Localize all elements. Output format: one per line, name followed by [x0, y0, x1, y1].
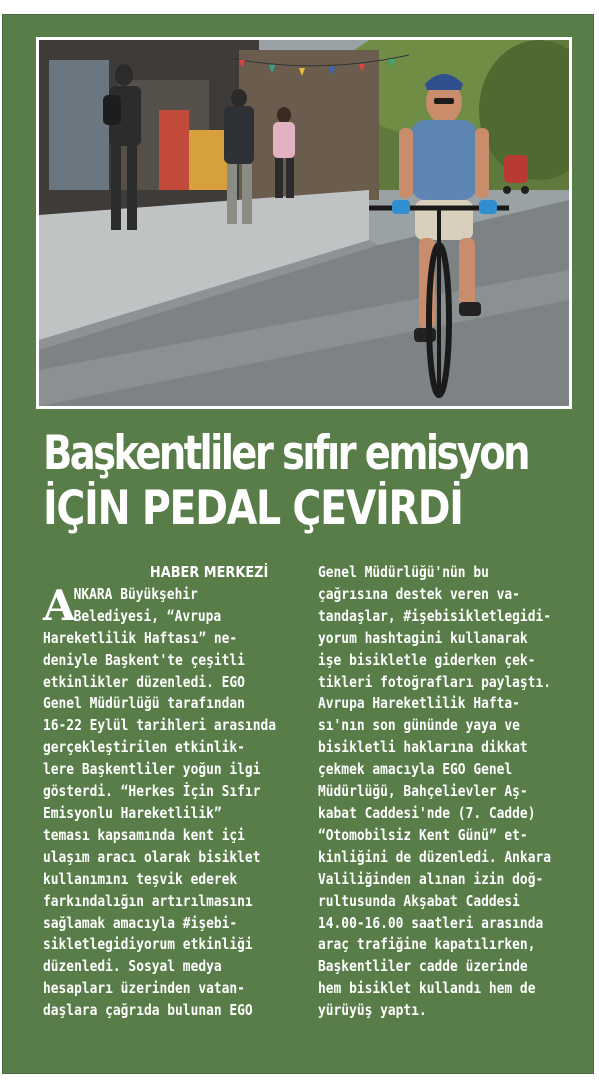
body-line: çekmek amacıyla EGO Genel [318, 760, 513, 779]
byline: HABER MERKEZİ [149, 563, 269, 581]
body-line: tandaşlar, #işebisikletlegidi- [318, 606, 552, 625]
body-line: gösterdi. “Herkes İçin Sıfır [43, 782, 261, 801]
body-line: yürüyüş yaptı. [318, 1001, 427, 1020]
body-line: yorum hashtagini kullanarak [318, 628, 528, 647]
body-line: 16-22 Eylül tarihleri arasında [43, 716, 277, 735]
body-line: Hareketlilik Haftası” ne- [43, 628, 238, 647]
body-line: kinliğini de düzenledi. Ankara [318, 847, 552, 866]
body-line: işe bisikletle giderken çek- [318, 650, 536, 669]
body-line: NKARA Büyükşehir [73, 584, 198, 603]
body-line: sı'nın son gününde yaya ve [318, 716, 520, 735]
body-line: hem bisiklet kullandı hem de [318, 979, 536, 998]
body-line: sikletlegidiyorum etkinliği [43, 935, 253, 954]
body-line: etkinlikler düzenledi. EGO [43, 672, 245, 691]
body-line: 14.00-16.00 saatleri arasında [318, 913, 544, 932]
body-line: Genel Müdürlüğü tarafından [43, 694, 245, 713]
newspaper-clipping [2, 14, 594, 1074]
body-line: farkındalığın artırılmasını [43, 891, 253, 910]
body-line: sağlamak amacıyla #işebi- [43, 913, 238, 932]
drop-cap: A [43, 580, 76, 630]
body-line: Müdürlüğü, Bahçelievler Aş- [318, 782, 528, 801]
body-line: çağrısına destek veren va- [318, 584, 520, 603]
body-line: teması kapsamında kent içi [43, 825, 245, 844]
body-line: hesapları üzerinden vatan- [43, 979, 245, 998]
article-column-right [318, 562, 576, 1022]
body-line: daşlara çağrıda bulunan EGO [43, 1001, 253, 1020]
body-line: lere Başkentliler yoğun ilgi [43, 760, 261, 779]
body-line: ulaşım aracı olarak bisiklet [43, 847, 261, 866]
body-line: Avrupa Hareketlilik Hafta- [318, 694, 520, 713]
headline-line-1: Başkentliler sıfır emisyon [43, 426, 528, 481]
lead-paragraph [43, 580, 305, 630]
body-line: Başkentliler cadde üzerinde [318, 957, 528, 976]
body-line: “Otomobilsiz Kent Günü” et- [318, 825, 528, 844]
body-line: Valiliğinden alınan izin doğ- [318, 869, 544, 888]
body-line: rultusunda Akşabat Caddesi [318, 891, 520, 910]
article-column-left [43, 562, 305, 1022]
body-line: araç trafiğine kapatılırken, [318, 935, 536, 954]
body-line: Belediyesi, “Avrupa [73, 606, 222, 625]
body-line: tikleri fotoğrafları paylaştı. [318, 672, 552, 691]
headline-line-2: İÇİN PEDAL ÇEVİRDİ [43, 481, 463, 536]
body-line: Emisyonlu Hareketlilik” [43, 803, 222, 822]
headline [43, 427, 573, 537]
body-line: deniyle Başkent'te çeşitli [43, 650, 245, 669]
body-line: gerçekleştirilen etkinlik- [43, 738, 245, 757]
body-line: bisikletli haklarına dikkat [318, 738, 528, 757]
article-photo [36, 37, 572, 409]
body-line: kabat Caddesi'nde (7. Cadde) [318, 803, 536, 822]
body-line: Genel Müdürlüğü'nün bu [318, 563, 489, 581]
body-line: düzenledi. Sosyal medya [43, 957, 222, 976]
body-line: kullanımını teşvik ederek [43, 869, 238, 888]
cyclist-street-photo [39, 40, 569, 406]
